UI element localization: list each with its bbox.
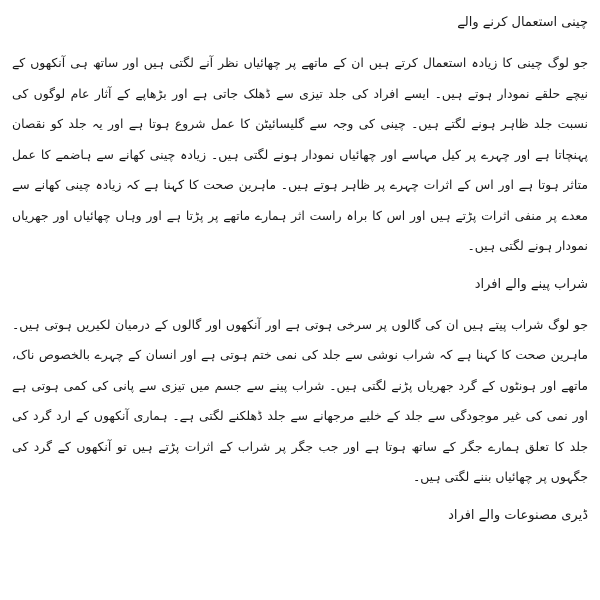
section-body-alcohol: جو لوگ شراب پیتے ہیں ان کی گالوں پر سرخی ہوتی ہے اور آنکھوں اور گالوں کے درمیان لکیریں ہوتی ہیں۔ ماہرین صحت کا کہنا ہے کہ شراب نوشی سے جلد کی نمی ختم ہوتی ہے اور انسان کے چہرے بالخصوص ناک، ماتھے اور ہونٹوں کے گرد جھریاں پڑنے لگتی ہیں۔ شراب پینے سے جسم میں تیزی سے پانی کی کمی ہوتی ہے اور نمی کی غیر موجودگی سے جلد کے خلیے مرجھانے سے جلد ڈھلکنے لگتی ہے۔ ہماری آنکھوں کے ارد گرد کی جلد کا تعلق ہمارے جگر کے ساتھ ہوتا ہے اور جب جگر پر شراب کے اثرات پڑتے ہیں تو آنکھوں کے گرد کی جگہوں پر چھائیاں بننے لگتی ہیں۔: [12, 316, 588, 484]
section-heading-sugar: چینی استعمال کرنے والے: [457, 15, 588, 30]
section-sugar: [12, 14, 588, 262]
section-heading-alcohol: شراب پینے والے افراد: [474, 276, 588, 292]
section-dairy: [12, 507, 588, 525]
section-heading-dairy: ڈیری مصنوعات والے افراد: [448, 507, 588, 523]
section-alcohol: [12, 276, 588, 493]
section-body-sugar: جو لوگ چینی کا زیادہ استعمال کرتے ہیں ان کے ماتھے پر چھائیاں نظر آنے لگتی ہیں اور ساتھ ہی آنکھوں کے نیچے حلقے نمودار ہوتے ہیں۔ ایسے افراد کی جلد تیزی سے ڈھلک جاتی ہے اور بڑھاپے کے آثار عام لوگوں کی نسبت جلد ظاہر ہونے لگتے ہیں۔ چینی کی وجہ سے گلیسائیٹن کا عمل شروع ہوتا ہے اور یہ جلد کو نقصان پہنچاتا ہے اور چہرے پر کیل مہاسے اور چھائیاں نمودار ہونے لگتی ہیں۔ زیادہ چینی کھانے سے ہاضمے کا عمل متاثر ہوتا ہے اور اس کے اثرات چہرے پر ظاہر ہوتے ہیں۔ ماہرین صحت کا کہنا ہے کہ زیادہ چینی کھانے سے معدے پر منفی اثرات پڑتے ہیں اور اس کا براہ راست اثر ہمارے ماتھے پر پڑتا ہے اور وہاں چھائیاں اور جھریاں نمودار ہونے لگتی ہیں۔: [12, 55, 588, 253]
